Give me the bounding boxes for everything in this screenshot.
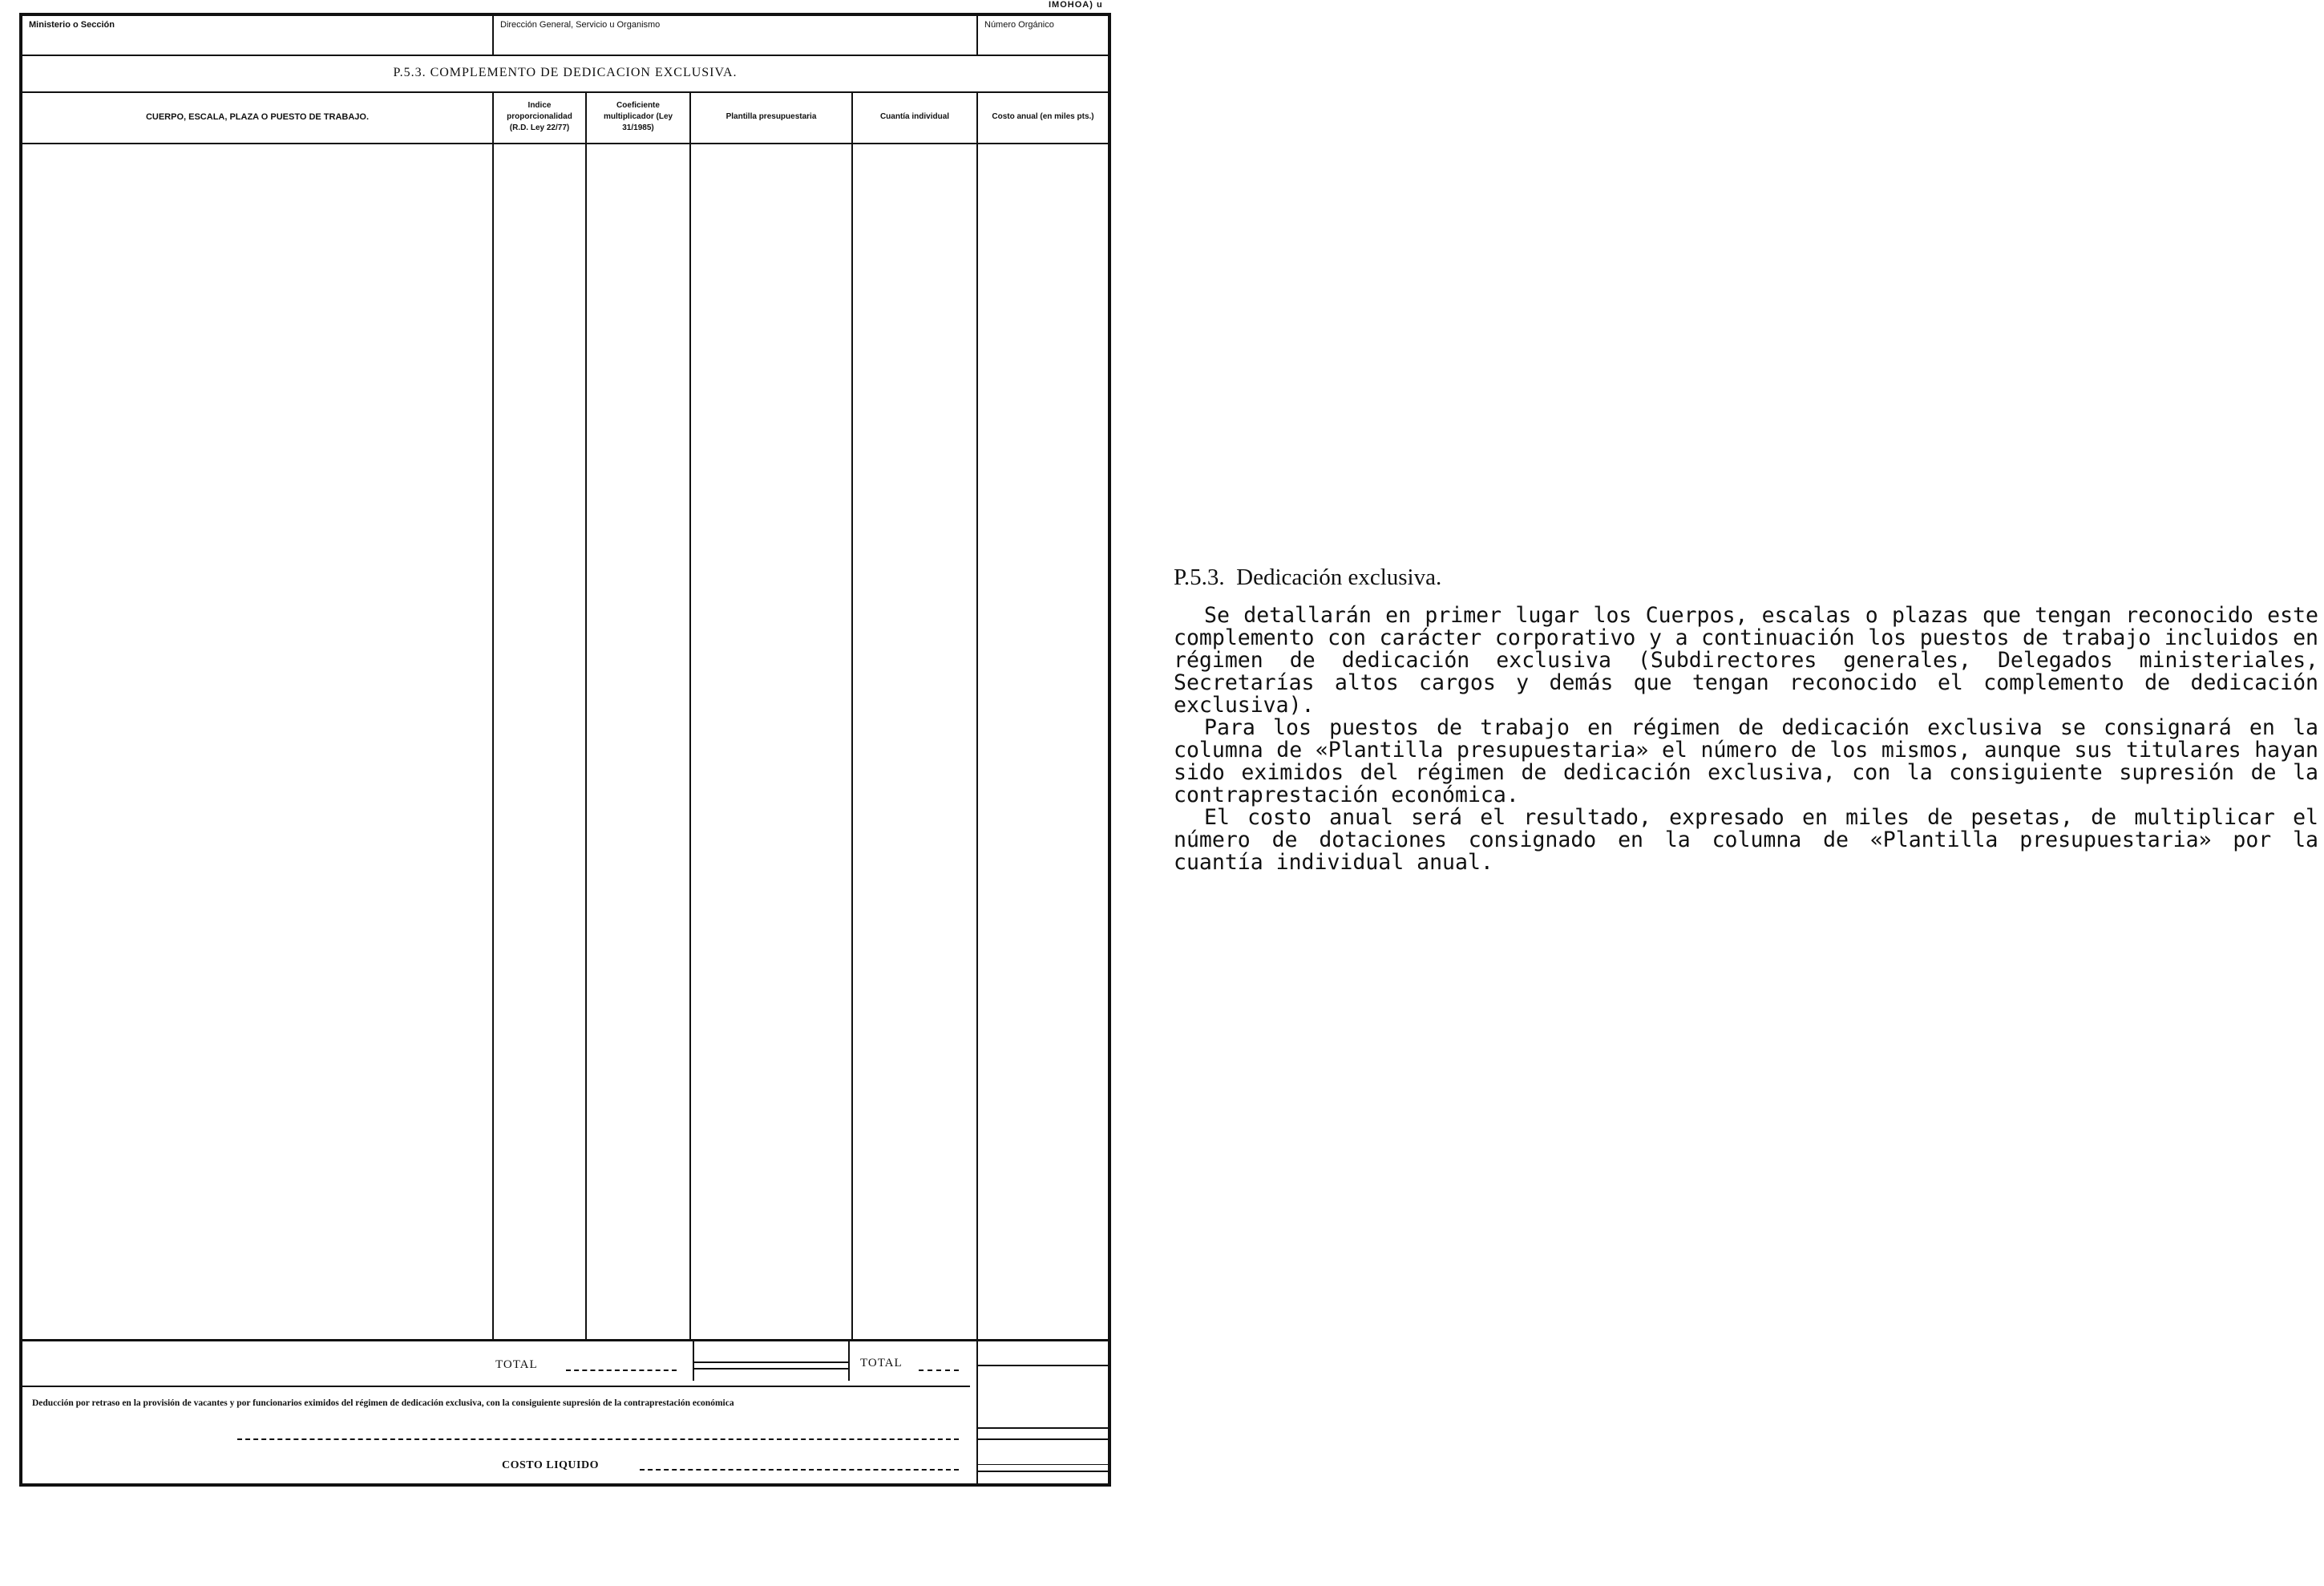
instructions-paragraph-1: Se detallarán en primer lugar los Cuerpos, escalas o plazas que tengan reconocido este complemento con carácter corporativo y a continuación los puestos de trabajo incluidos en régimen de dedicación exclusiva (Subdirectores generales, Delegados ministeriales, Secretarías altos cargos y demás que tengan reconocido el complemento de dedicación exclusiva). <box>1174 603 2318 718</box>
costo-liquido-label: COSTO LIQUIDO <box>502 1459 599 1471</box>
total-cuantia-label: TOTAL <box>860 1357 903 1370</box>
total-cuantia-leader <box>919 1370 959 1371</box>
form-title: P.5.3. COMPLEMENTO DE DEDICACION EXCLUSIVA. <box>22 55 1108 93</box>
instructions-paragraph-3: El costo anual será el resultado, expresado en miles de pesetas, de multiplicar el número de dotaciones consignado en la columna de «Plantilla presupuestaria» por la cuantía individual anual. <box>1174 805 2318 875</box>
form-footer <box>22 1339 1108 1483</box>
deduccion-label: Deducción por retraso en la provisión de vacantes y por funcionarios eximidos del régimen de dedicación exclusiva, con la consiguiente supresión de la contraprestación económica <box>32 1398 734 1408</box>
total-plantilla-field[interactable] <box>693 1339 850 1381</box>
footer-divider <box>22 1386 970 1387</box>
direccion-field[interactable]: Dirección General, Servicio u Organismo <box>492 16 976 55</box>
column-plantilla[interactable] <box>689 91 851 1339</box>
column-header-cuantia: Cuantía individual <box>853 91 976 144</box>
numero-organico-field[interactable]: Número Orgánico <box>976 16 1111 55</box>
costo-liquido-leader <box>640 1469 959 1471</box>
column-cuantia[interactable] <box>851 91 976 1339</box>
total-leader <box>566 1370 677 1371</box>
instructions <box>1174 566 2318 874</box>
column-header-indice: Indice proporcionalidad (R.D. Ley 22/77) <box>494 91 585 144</box>
instructions-paragraph-2: Para los puestos de trabajo en régimen de dedicación exclusiva se consignará en la columna de «Plantilla presupuestaria» el número de los mismos, aunque sus titulares hayan sido eximidos del régimen de dedicación exclusiva, con la consiguiente supresión de la contraprestación económica. <box>1174 715 2318 807</box>
column-indice[interactable] <box>492 91 585 1339</box>
column-coeficiente[interactable] <box>585 91 689 1339</box>
form-header <box>22 16 1108 56</box>
column-cuerpo[interactable] <box>22 91 492 1339</box>
deduccion-leader <box>237 1438 959 1440</box>
budget-form <box>19 13 1111 1487</box>
column-costo-anual[interactable] <box>976 91 1108 1339</box>
form-code: IMOHOA) u <box>1049 0 1103 10</box>
instructions-title: P.5.3. Dedicación exclusiva. <box>1174 564 1442 590</box>
total-label: TOTAL <box>495 1358 538 1371</box>
column-header-costo-anual: Costo anual (en miles pts.) <box>978 91 1108 144</box>
column-header-cuerpo: CUERPO, ESCALA, PLAZA O PUESTO DE TRABAJO. <box>22 91 492 144</box>
form-table <box>22 91 1108 1341</box>
ministerio-field[interactable]: Ministerio o Sección <box>29 20 115 30</box>
footer-costo-column[interactable] <box>976 1339 1108 1483</box>
column-header-coeficiente: Coeficiente multiplicador (Ley 31/1985) <box>587 91 689 144</box>
column-header-plantilla: Plantilla presupuestaria <box>691 91 851 144</box>
